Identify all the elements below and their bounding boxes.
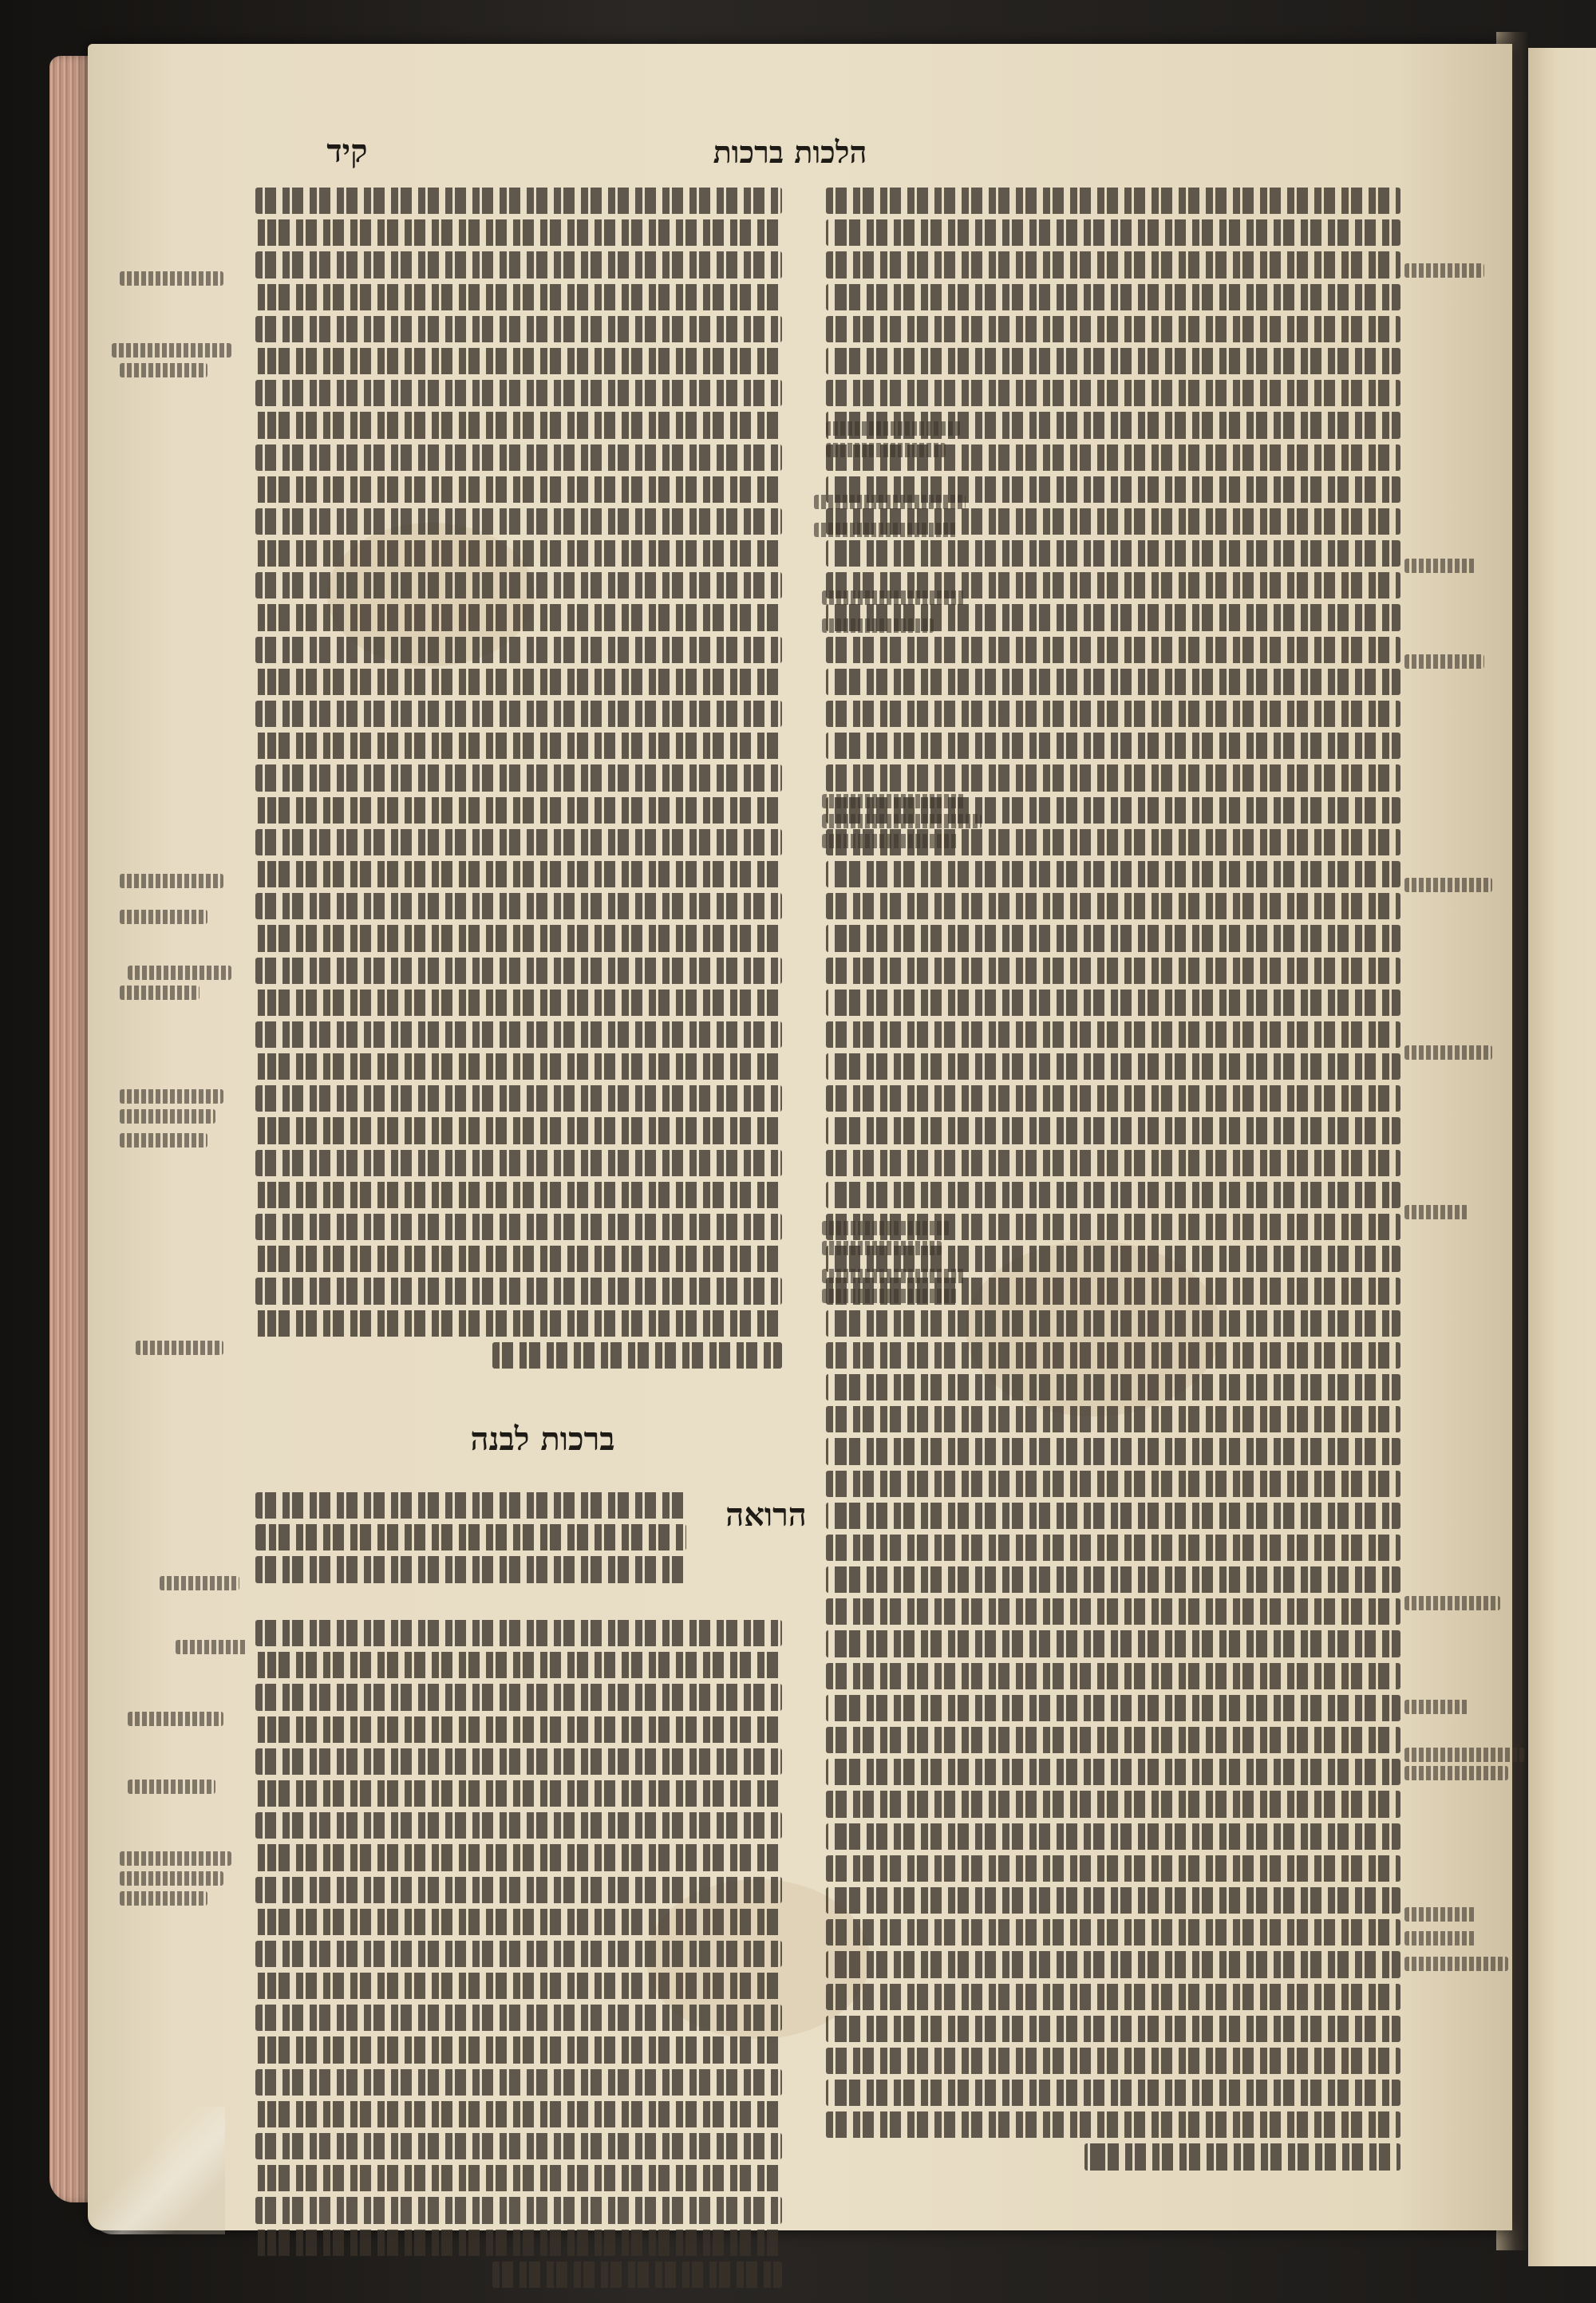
marginal-gloss: [822, 814, 982, 828]
marginal-gloss: [1404, 1957, 1508, 1971]
text-line: [255, 1278, 782, 1304]
text-line: [255, 251, 782, 278]
text-line: [255, 733, 782, 759]
text-line: [826, 1535, 1400, 1561]
marginal-gloss: [176, 1640, 247, 1654]
marginal-gloss: [128, 966, 231, 980]
text-line: [255, 1941, 782, 1967]
marginal-gloss: [120, 1109, 215, 1124]
text-line: [826, 1342, 1400, 1369]
text-line: [255, 1310, 782, 1337]
text-line: [826, 733, 1400, 759]
text-line: [826, 1471, 1400, 1497]
text-line: [255, 2101, 782, 2127]
text-line: [255, 1877, 782, 1903]
text-line: [255, 1652, 782, 1678]
text-line: [255, 284, 782, 310]
marginal-gloss: [120, 1871, 223, 1886]
text-line: [255, 508, 782, 535]
text-line: [255, 990, 782, 1016]
text-line: [255, 1182, 782, 1208]
text-line: [826, 1182, 1400, 1208]
marginal-gloss: [1404, 878, 1492, 892]
marginal-gloss: [822, 834, 958, 848]
text-line: [826, 1823, 1400, 1850]
marginal-gloss: [1404, 263, 1484, 278]
text-line: [826, 1117, 1400, 1144]
text-line: [826, 1021, 1400, 1048]
text-line: [255, 380, 782, 406]
text-line: [826, 1663, 1400, 1689]
text-line: [255, 540, 782, 567]
text-line: [826, 1919, 1400, 1946]
text-column-right: [826, 188, 1400, 2176]
marginal-gloss: [822, 591, 966, 605]
marginal-gloss: [1404, 1907, 1476, 1922]
text-line: [255, 1053, 782, 1080]
text-line: [255, 1085, 782, 1112]
text-line: [826, 1951, 1400, 1977]
text-line: [1084, 2143, 1400, 2170]
section-heading: ברכות לבנה: [470, 1420, 615, 1458]
marginal-gloss: [1404, 1700, 1468, 1714]
text-line: [826, 1085, 1400, 1112]
text-line: [826, 1695, 1400, 1721]
text-line: [255, 925, 782, 951]
text-column-left-lower-full: [255, 1620, 782, 2293]
marginal-gloss: [1404, 654, 1484, 669]
marginal-gloss: [1404, 559, 1476, 573]
text-line: [826, 1727, 1400, 1753]
text-line: [255, 1556, 686, 1582]
text-line: [255, 1620, 782, 1646]
text-line: [826, 1887, 1400, 1914]
marginal-gloss: [1404, 1205, 1468, 1219]
text-line: [255, 861, 782, 887]
text-line: [255, 2165, 782, 2191]
text-line: [255, 637, 782, 663]
text-line: [826, 2016, 1400, 2042]
text-line: [255, 1150, 782, 1176]
text-line: [255, 2036, 782, 2063]
marginal-gloss: [1404, 1596, 1500, 1610]
text-line: [826, 1984, 1400, 2010]
text-line: [255, 2005, 782, 2031]
text-line: [826, 1150, 1400, 1176]
text-line: [826, 1791, 1400, 1817]
text-line: [826, 925, 1400, 951]
text-line: [255, 1214, 782, 1240]
text-line: [826, 1855, 1400, 1882]
text-line: [826, 348, 1400, 374]
text-column-left-lower: [255, 1492, 686, 1589]
text-line: [255, 893, 782, 919]
text-line: [826, 2111, 1400, 2138]
text-line: [255, 1844, 782, 1870]
text-line: [255, 669, 782, 695]
marginal-gloss: [120, 1851, 231, 1866]
text-line: [255, 412, 782, 438]
text-line: [255, 188, 782, 214]
worn-page-corner: [89, 2107, 225, 2234]
text-line: [255, 316, 782, 342]
folio-number: קיד: [326, 132, 368, 170]
text-line: [826, 1598, 1400, 1625]
text-line: [255, 2069, 782, 2096]
text-line: [255, 1021, 782, 1048]
text-column-left: [255, 188, 782, 1374]
marginal-gloss: [120, 910, 207, 924]
marginal-gloss: [160, 1576, 239, 1590]
text-line: [826, 2080, 1400, 2106]
text-line: [255, 219, 782, 246]
running-header-title: הלכות ברכות: [713, 134, 867, 170]
text-line: [826, 958, 1400, 984]
text-line: [826, 893, 1400, 919]
text-line: [255, 1812, 782, 1839]
text-line: [255, 1748, 782, 1775]
text-line: [826, 2048, 1400, 2074]
marginal-gloss: [826, 421, 962, 436]
text-line: [255, 701, 782, 727]
text-line: [826, 1310, 1400, 1337]
marginal-gloss: [822, 1289, 958, 1303]
text-line: [255, 1716, 782, 1743]
text-line: [255, 2230, 782, 2256]
text-line: [255, 572, 782, 598]
marginal-gloss: [1404, 1045, 1492, 1060]
text-line: [255, 958, 782, 984]
marginal-gloss: [120, 1089, 223, 1104]
marginal-gloss: [120, 1891, 207, 1906]
marginal-gloss: [128, 1780, 215, 1794]
marginal-gloss: [822, 1221, 950, 1235]
marginal-gloss: [120, 874, 223, 888]
text-line: [826, 1406, 1400, 1432]
marginal-gloss: [1404, 1748, 1524, 1762]
text-line: [255, 1909, 782, 1935]
text-line: [492, 2262, 782, 2288]
text-line: [255, 444, 782, 471]
text-line: [826, 861, 1400, 887]
text-line: [826, 219, 1400, 246]
text-line: [492, 1342, 782, 1369]
marginal-gloss: [120, 271, 223, 286]
text-line: [255, 1492, 686, 1519]
marginal-gloss: [1404, 1766, 1508, 1780]
text-line: [826, 1503, 1400, 1529]
text-line: [826, 637, 1400, 663]
marginal-gloss: [822, 1241, 942, 1255]
text-line: [826, 1438, 1400, 1464]
text-line: [255, 604, 782, 630]
marginal-gloss: [120, 363, 207, 377]
facing-page-edge: [1528, 48, 1596, 2266]
text-line: [255, 1117, 782, 1144]
marginal-gloss: [128, 1712, 223, 1726]
text-line: [826, 1053, 1400, 1080]
marginal-gloss: [814, 523, 958, 537]
marginal-gloss: [826, 443, 946, 457]
text-line: [826, 1630, 1400, 1657]
marginal-gloss: [822, 618, 934, 633]
text-line: [255, 1524, 686, 1550]
text-line: [826, 990, 1400, 1016]
text-line: [826, 316, 1400, 342]
text-line: [826, 1566, 1400, 1593]
text-line: [826, 540, 1400, 567]
text-line: [255, 348, 782, 374]
marginal-gloss: [1404, 1931, 1476, 1946]
text-line: [255, 764, 782, 791]
text-line: [255, 829, 782, 855]
marginal-gloss: [822, 794, 966, 808]
text-line: [255, 2197, 782, 2223]
text-line: [826, 701, 1400, 727]
marginal-gloss: [120, 1133, 207, 1148]
text-line: [255, 2133, 782, 2159]
marginal-gloss: [822, 1269, 966, 1283]
text-line: [826, 764, 1400, 791]
text-line: [255, 476, 782, 503]
section-initial-word: הרואה: [725, 1496, 807, 1534]
marginal-gloss: [112, 343, 231, 357]
text-line: [255, 1973, 782, 1999]
text-line: [255, 1780, 782, 1807]
text-line: [826, 284, 1400, 310]
marginal-gloss: [136, 1341, 223, 1355]
text-line: [255, 797, 782, 824]
text-line: [826, 669, 1400, 695]
text-line: [826, 1759, 1400, 1785]
text-line: [826, 188, 1400, 214]
text-line: [826, 251, 1400, 278]
text-line: [255, 1246, 782, 1272]
text-line: [826, 1374, 1400, 1400]
text-line: [826, 380, 1400, 406]
text-line: [255, 1684, 782, 1710]
marginal-gloss: [120, 986, 200, 1000]
marginal-gloss: [814, 495, 966, 509]
